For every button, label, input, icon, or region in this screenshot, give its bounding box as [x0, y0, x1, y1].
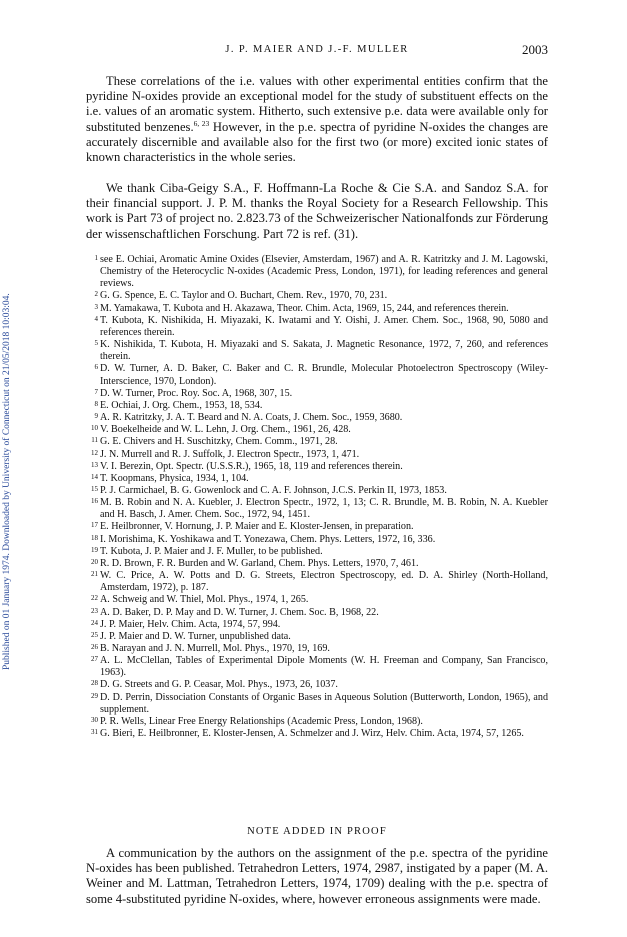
reference-number: 17: [91, 521, 98, 530]
download-watermark-text: Published on 01 January 1974. Downloaded by University of Connecticut on 21/05/2018 10:03:04.: [2, 293, 12, 670]
reference-text: G. Bieri, E. Heilbronner, E. Kloster-Jensen, A. Schmelzer and J. Wirz, Helv. Chim. Acta, 1974, 57, 1265.: [100, 728, 524, 740]
reference-number: 15: [91, 484, 98, 493]
reference-number: 24: [91, 618, 98, 627]
reference-text: K. Nishikida, T. Kubota, H. Miyazaki and S. Sakata, J. Magnetic Resonance, 1972, 7, 260, and references therein.: [100, 339, 548, 363]
reference-item: [86, 363, 548, 387]
reference-text: E. Heilbronner, V. Hornung, J. P. Maier and E. Kloster-Jensen, in preparation.: [100, 521, 414, 533]
reference-item: [86, 546, 548, 558]
reference-text: B. Narayan and J. N. Murrell, Mol. Phys., 1970, 19, 169.: [100, 643, 330, 654]
note-added-in-proof-heading: NOTE ADDED IN PROOF: [247, 826, 387, 837]
reference-item: [86, 570, 548, 594]
reference-number: 19: [91, 545, 98, 554]
reference-text: E. Ochiai, J. Org. Chem., 1953, 18, 534.: [100, 399, 263, 411]
reference-item: [86, 679, 548, 691]
reference-number: 11: [91, 436, 98, 445]
reference-number: 6: [94, 363, 98, 372]
page-header: [86, 44, 548, 60]
reference-text: V. I. Berezin, Opt. Spectr. (U.S.S.R.), 1965, 18, 119 and references therein.: [100, 460, 403, 472]
reference-number: 27: [91, 655, 98, 664]
reference-number: 1: [94, 254, 98, 262]
reference-item: [86, 534, 548, 546]
reference-list: [86, 254, 548, 740]
reference-number: 7: [94, 387, 98, 396]
reference-item: [86, 497, 548, 521]
acknowledgements-text: We thank Ciba-Geigy S.A., F. Hoffmann-La Roche & Cie S.A. and Sandoz S.A. for their financial support. J. P. M. thanks the Royal Society for a Research Fellowship. This work is Part 73 of project no. 2.823.73 of the Schweizerischer Nationalfonds zur Förderung der wissenschaftlichen Forschung. Part 72 is ref. (31).: [86, 181, 548, 241]
reference-text: A. D. Baker, D. P. May and D. W. Turner, J. Chem. Soc. B, 1968, 22.: [100, 606, 379, 618]
reference-text: T. Kubota, J. P. Maier and J. F. Muller, to be published.: [100, 545, 323, 557]
reference-item: [86, 558, 548, 570]
reference-text: D. G. Streets and G. P. Ceasar, Mol. Phys., 1973, 26, 1037.: [100, 679, 338, 691]
reference-item: [86, 290, 548, 302]
reference-number: 3: [94, 302, 98, 311]
body-paragraph-1: [86, 74, 548, 165]
reference-text: P. R. Wells, Linear Free Energy Relationships (Academic Press, London, 1968).: [100, 715, 423, 727]
page-number: 2003: [522, 42, 548, 57]
reference-text: T. Koopmans, Physica, 1934, 1, 104.: [100, 472, 249, 484]
reference-number: 23: [91, 606, 98, 615]
reference-number: 9: [94, 412, 98, 421]
reference-item: [86, 473, 548, 485]
reference-item: [86, 461, 548, 473]
reference-number: 30: [91, 715, 98, 724]
reference-number: 20: [91, 557, 98, 566]
reference-item: [86, 728, 548, 740]
reference-number: 21: [91, 570, 98, 579]
reference-number: 16: [91, 497, 98, 506]
reference-text: J. N. Murrell and R. J. Suffolk, J. Electron Spectr., 1973, 1, 471.: [100, 448, 360, 460]
reference-text: D. W. Turner, A. D. Baker, C. Baker and C. R. Brundle, Molecular Photoelectron Spectroscopy (Wiley-Interscience, 1970, London).: [100, 363, 548, 387]
reference-number: 5: [94, 339, 98, 348]
reference-item: [86, 619, 548, 631]
reference-number: 18: [91, 533, 98, 542]
reference-item: [86, 424, 548, 436]
reference-item: [86, 412, 548, 424]
reference-item: [86, 315, 548, 339]
reference-text: J. P. Maier, Helv. Chim. Acta, 1974, 57, 994.: [100, 618, 281, 630]
reference-text: M. B. Robin and N. A. Kuebler, J. Electron Spectr., 1972, 1, 13; C. R. Brundle, M. B. Robin, N. A. Kuebler and H. Basch, J. Amer. Chem. Soc., 1972, 94, 1451.: [100, 497, 548, 521]
citation-superscript: 6, 23: [193, 118, 210, 128]
reference-item: [86, 643, 548, 655]
reference-number: 29: [91, 691, 98, 700]
reference-item: [86, 631, 548, 643]
reference-number: 13: [91, 460, 98, 469]
reference-number: 8: [94, 399, 98, 408]
note-paragraph: [86, 846, 548, 907]
reference-item: [86, 400, 548, 412]
reference-item: [86, 303, 548, 315]
reference-text: G. E. Chivers and H. Suschitzky, Chem. Comm., 1971, 28.: [100, 436, 338, 448]
reference-item: [86, 607, 548, 619]
reference-text: D. D. Perrin, Dissociation Constants of Organic Bases in Aqueous Solution (Butterworth, London, 1965), and supplement.: [100, 691, 548, 715]
reference-number: 12: [91, 448, 98, 457]
reference-number: 28: [91, 679, 98, 688]
paragraph-1-text-a: These correlations of the i.e. values with other experimental entities confirm that the pyridine N-oxides provide an exceptional model for the study of substituent effects on the i.e. values of an aromatic system. Hitherto, such extensive p.e. data were available only for substituted benzenes.: [86, 74, 548, 134]
reference-item: [86, 339, 548, 363]
reference-number: 31: [91, 728, 98, 737]
reference-item: [86, 436, 548, 448]
reference-text: V. Boekelheide and W. L. Lehn, J. Org. Chem., 1961, 26, 428.: [100, 424, 351, 436]
reference-item: [86, 692, 548, 716]
reference-item: [86, 594, 548, 606]
reference-text: I. Morishima, K. Yoshikawa and T. Yonezawa, Chem. Phys. Letters, 1972, 16, 336.: [100, 533, 436, 545]
reference-number: 14: [91, 472, 98, 481]
reference-text: G. G. Spence, E. C. Taylor and O. Buchart, Chem. Rev., 1970, 70, 231.: [100, 290, 388, 302]
reference-item: [86, 655, 548, 679]
paragraph-1-text-b: However, in the p.e. spectra of pyridine N-oxides the changes are accurately discernible and available also for the first two (or more) excited ionic states of known characteristics in the whole series.: [86, 119, 549, 165]
reference-text: see E. Ochiai, Aromatic Amine Oxides (Elsevier, Amsterdam, 1967) and A. R. Katritzky and J. M. Lagowski, Chemistry of the Heterocyclic N-oxides (Academic Press, London, 1971), for leading references and general reviews.: [100, 254, 548, 290]
reference-text: D. W. Turner, Proc. Roy. Soc. A, 1968, 307, 15.: [100, 387, 293, 399]
reference-number: 2: [94, 290, 98, 299]
reference-number: 4: [94, 314, 98, 323]
reference-item: [86, 388, 548, 400]
reference-number: 10: [91, 424, 98, 433]
reference-text: P. J. Carmichael, B. G. Gowenlock and C. A. F. Johnson, J.C.S. Perkin II, 1973, 1853.: [100, 484, 447, 496]
reference-text: W. C. Price, A. W. Potts and D. G. Streets, Electron Spectroscopy, ed. D. A. Shirley (North-Holland, Amsterdam, 1972), p. 187.: [100, 570, 548, 594]
download-watermark: [2, 150, 16, 670]
reference-text: A. R. Katritzky, J. A. T. Beard and N. A. Coats, J. Chem. Soc., 1959, 3680.: [100, 412, 403, 424]
reference-text: R. D. Brown, F. R. Burden and W. Garland, Chem. Phys. Letters, 1970, 7, 461.: [100, 557, 419, 569]
reference-number: 25: [91, 630, 98, 639]
reference-number: 26: [91, 643, 98, 651]
note-text: A communication by the authors on the assignment of the p.e. spectra of the pyridine N-oxides has been published. Tetrahedron Letters, 1974, 2987, instigated by a paper (M. A. Weiner and M. Lattman, Tetrahedron Letters, 1974, 1709) dealing with the p.e. spectra of some 4-substituted pyridine N-oxides, where, however erroneous assignments were made.: [86, 846, 548, 906]
reference-text: A. Schweig and W. Thiel, Mol. Phys., 1974, 1, 265.: [100, 594, 309, 606]
reference-item: [86, 716, 548, 728]
reference-item: [86, 254, 548, 290]
acknowledgements-paragraph: [86, 181, 548, 242]
reference-text: M. Yamakawa, T. Kubota and H. Akazawa, Theor. Chim. Acta, 1969, 15, 244, and references therein.: [100, 302, 509, 314]
reference-text: J. P. Maier and D. W. Turner, unpublished data.: [100, 630, 291, 642]
reference-number: 22: [91, 594, 98, 603]
reference-item: [86, 521, 548, 533]
reference-text: A. L. McClellan, Tables of Experimental Dipole Moments (W. H. Freeman and Company, San Francisco, 1963).: [100, 655, 548, 679]
running-title: J. P. MAIER AND J.-F. MULLER: [225, 44, 409, 55]
reference-item: [86, 485, 548, 497]
reference-text: T. Kubota, K. Nishikida, H. Miyazaki, K. Iwatami and Y. Oishi, J. Amer. Chem. Soc., 1968, 90, 5080 and references therein.: [100, 314, 548, 338]
reference-item: [86, 449, 548, 461]
